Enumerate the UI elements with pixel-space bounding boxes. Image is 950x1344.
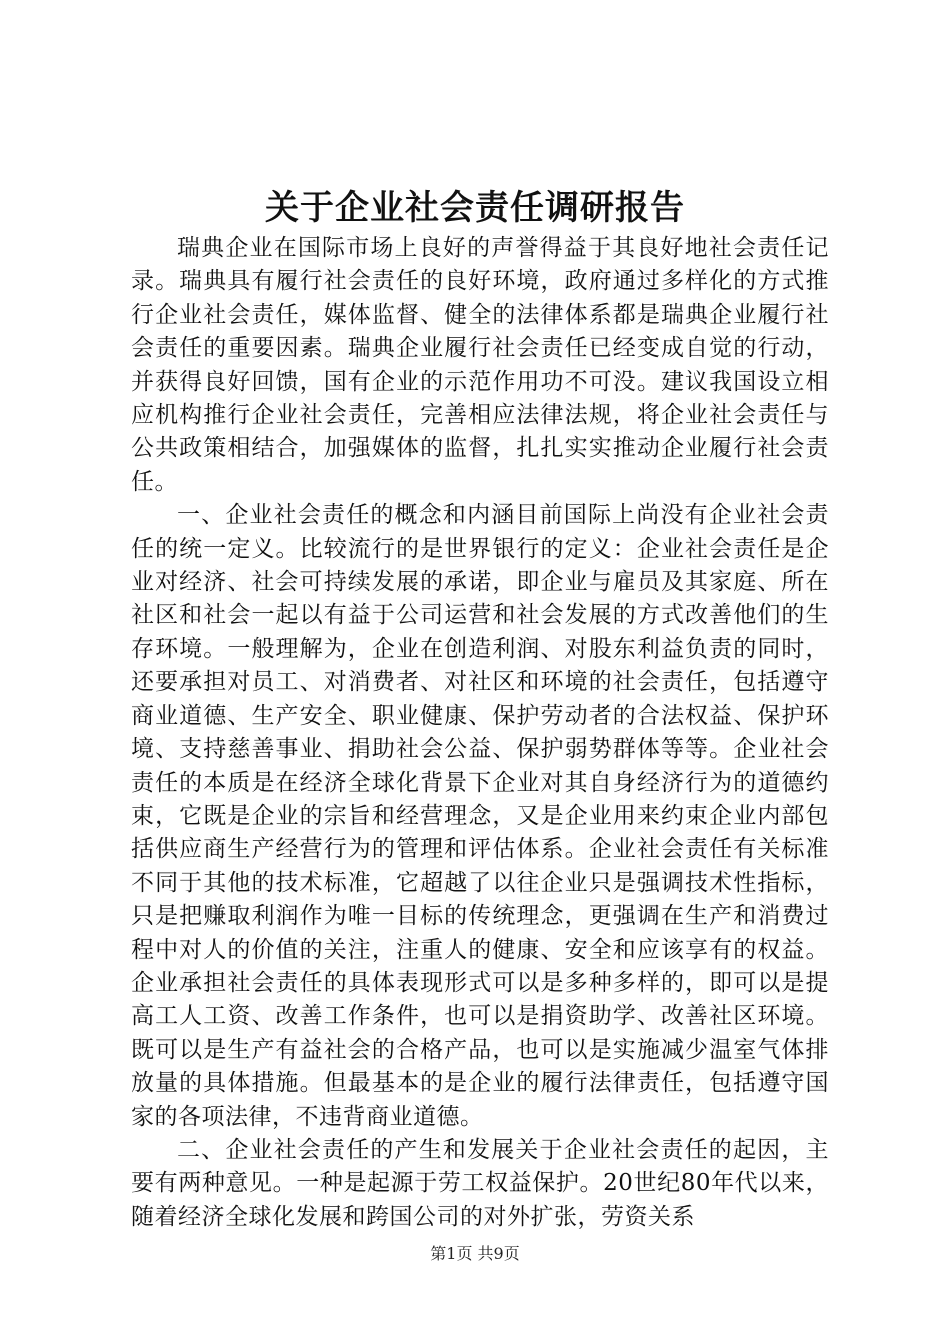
paragraph-section-1: 一、企业社会责任的概念和内涵目前国际上尚没有企业社会责任的统一定义。比较流行的是世界银行的定义：企业社会责任是企业对经济、社会可持续发展的承诺，即企业与雇员及其家庭、所在社区和社会一起以有益于公司运营和社会发展的方式改善他们的生存环境。一般理解为，企业在创造利润、对股东利益负责的同时，还要承担对员工、对消费者、对社区和环境的社会责任，包括遵守商业道德、生产安全、职业健康、保护劳动者的合法权益、保护环境、支持慈善事业、捐助社会公益、保护弱势群体等等。企业社会责任的本质是在经济全球化背景下企业对其自身经济行为的道德约束，它既是企业的宗旨和经营理念，又是企业用来约束企业内部包括供应商生产经营行为的管理和评估体系。企业社会责任有关标准不同于其他的技术标准，它超越了以往企业只是强调技术性指标，只是把赚取利润作为唯一目标的传统理念，更强调在生产和消费过程中对人的价值的关注，注重人的健康、安全和应该享有的权益。企业承担社会责任的具体表现形式可以是多种多样的，即可以是提高工人工资、改善工作条件，也可以是捐资助学、改善社区环境。既可以是生产有益社会的合格产品，也可以是实施减少温室气体排放量的具体措施。但最基本的是企业的履行法律责任，包括遵守国家的各项法律，不违背商业道德。 [131,502,829,1130]
document-body [131,232,829,1234]
document-title: 关于企业社会责任调研报告 [265,188,685,228]
paragraph-section-2: 二、企业社会责任的产生和发展关于企业社会责任的起因，主要有两种意见。一种是起源于劳工权益保护。20世纪80年代以来，随着经济全球化发展和跨国公司的对外扩张，劳资关系 [131,1136,829,1230]
page-footer: 第1页 共9页 [430,1244,520,1263]
paragraph-intro: 瑞典企业在国际市场上良好的声誉得益于其良好地社会责任记录。瑞典具有履行社会责任的良好环境，政府通过多样化的方式推行企业社会责任，媒体监督、健全的法律体系都是瑞典企业履行社会责任的重要因素。瑞典企业履行社会责任已经变成自觉的行动，并获得良好回馈，国有企业的示范作用功不可没。建议我国设立相应机构推行企业社会责任，完善相应法律法规，将企业社会责任与公共政策相结合，加强媒体的监督，扎扎实实推动企业履行社会责任。 [131,235,829,495]
